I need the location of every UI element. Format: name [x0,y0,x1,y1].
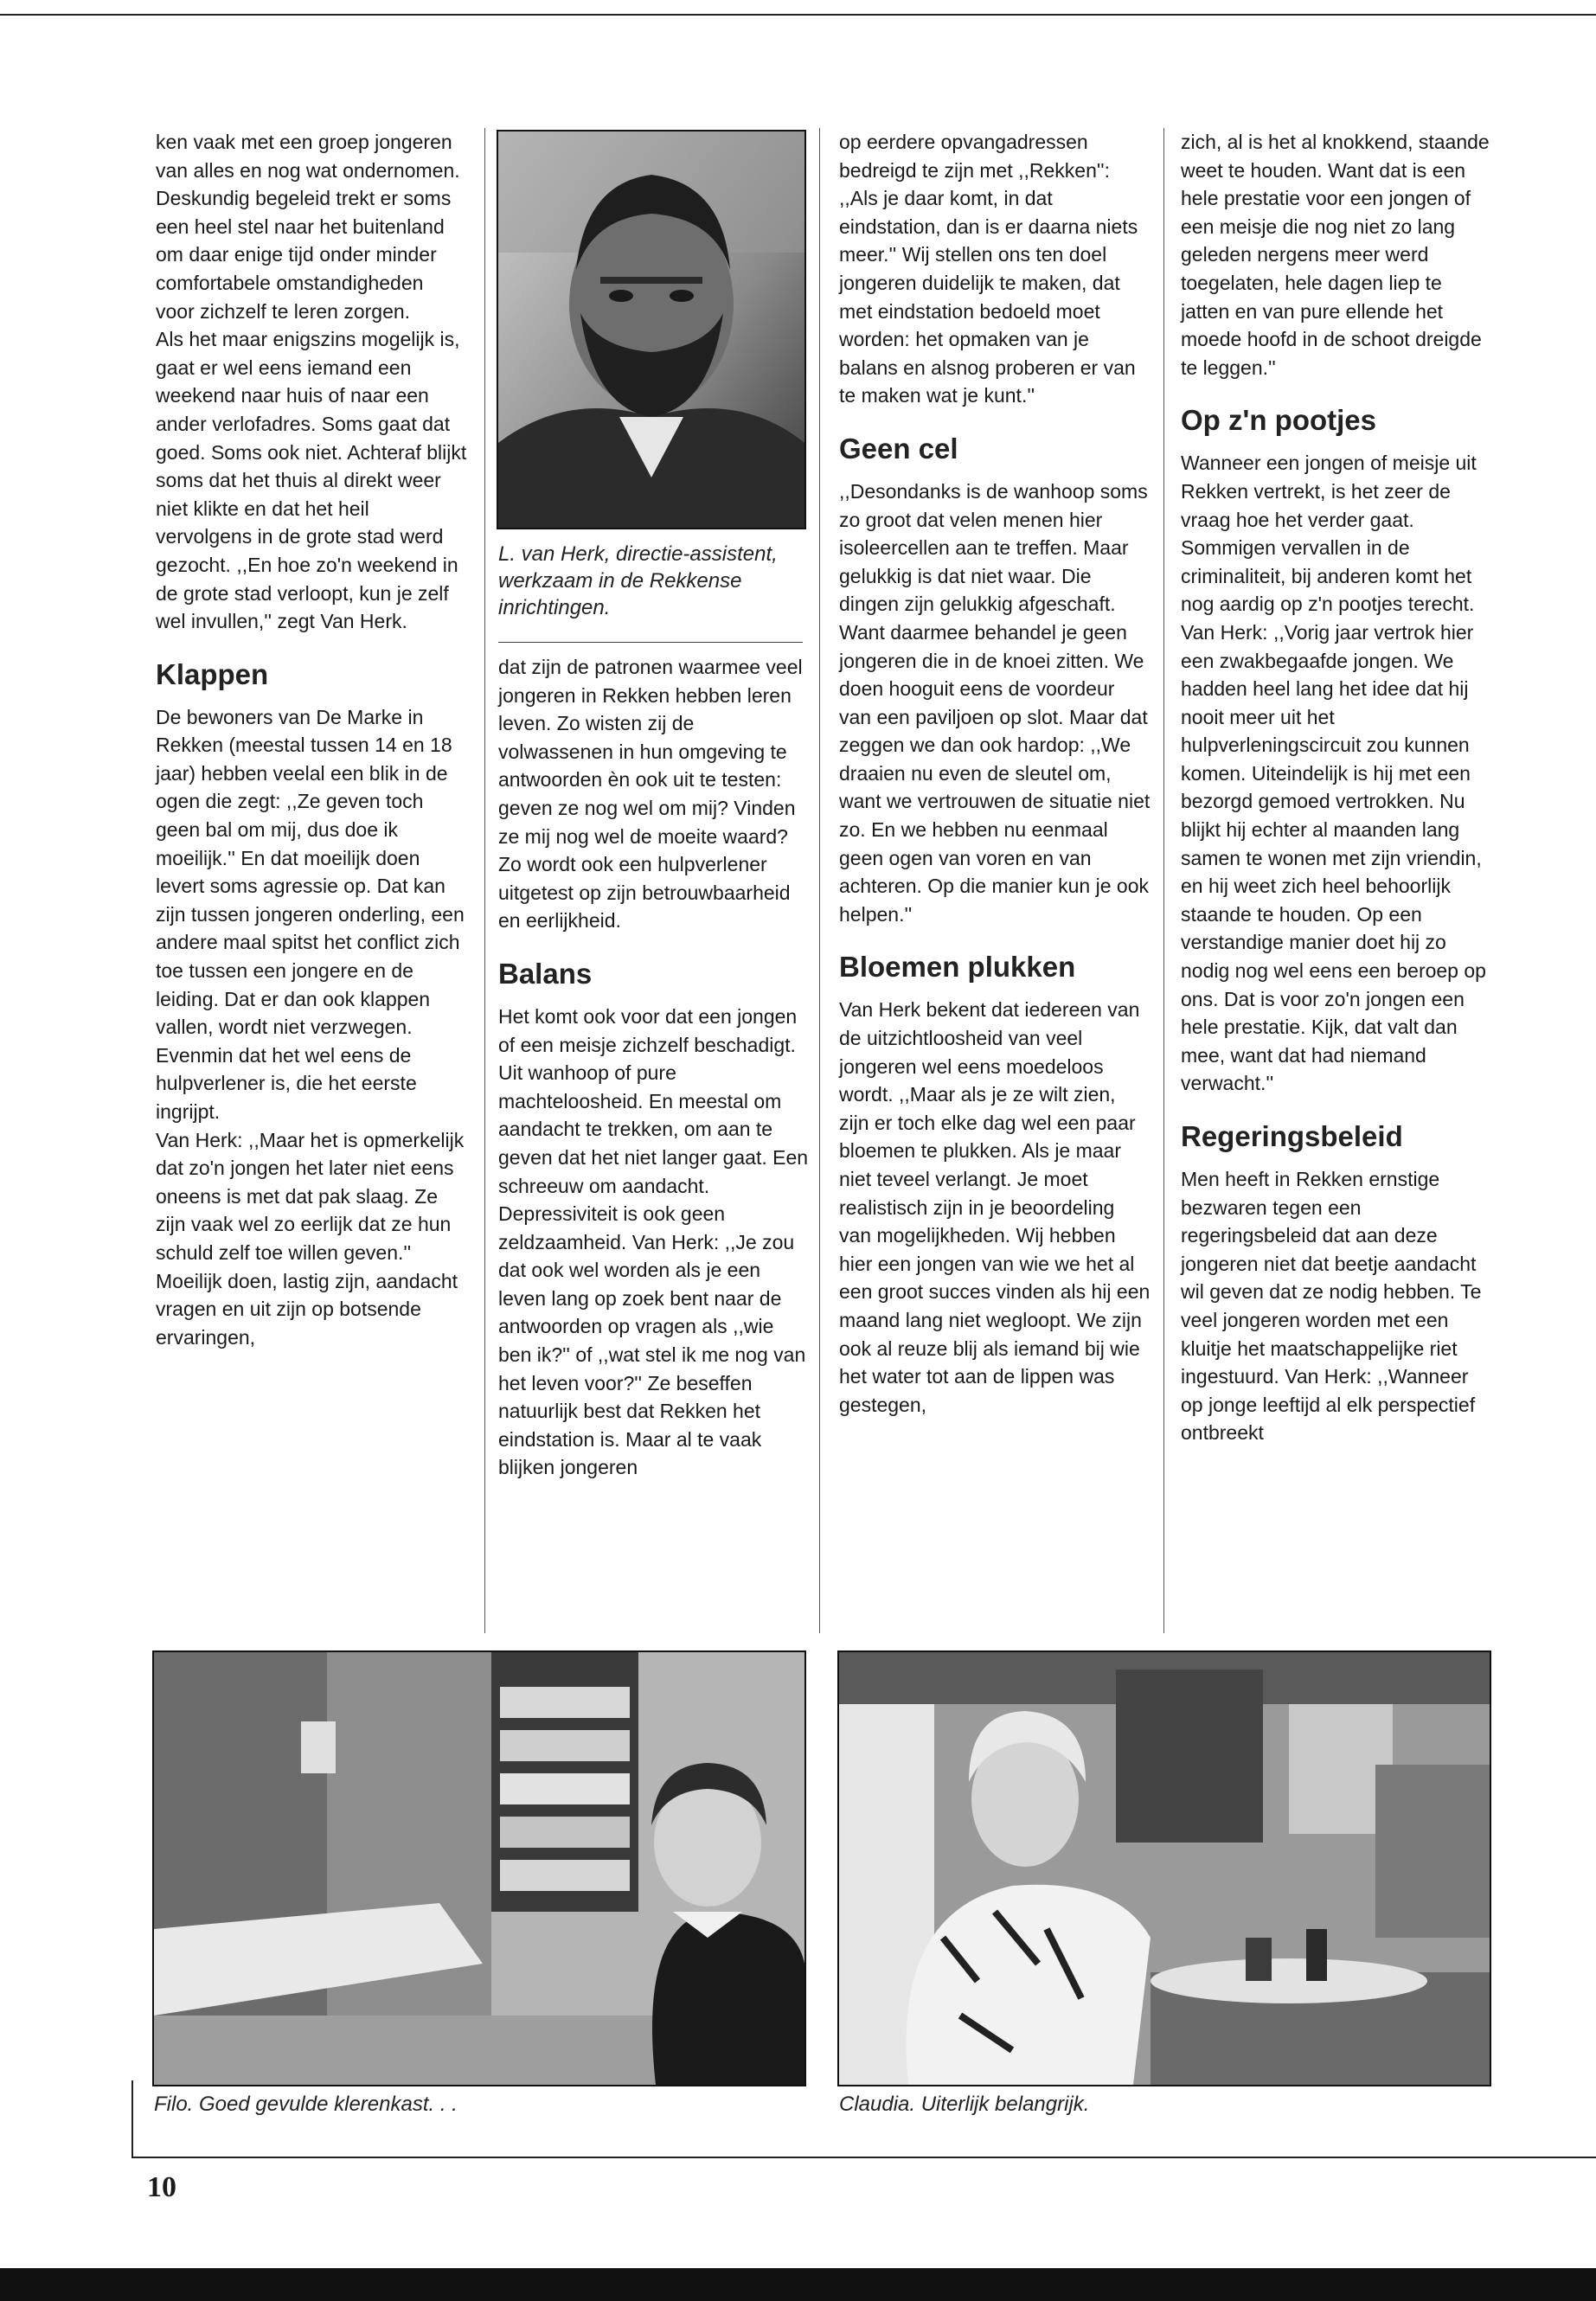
article-column-1 [156,128,467,1351]
paragraph: zich, al is het al knokkend, staande weet te houden. Want dat is een hele prestatie voor een jongen of een meisje die nog niet zo lang geleden nergens meer werd toegelaten, hele dagen liep te jatten en van pure ellende het moede hoofd in de schoot dreigde te leggen.'' [1181,131,1490,379]
column-divider-3 [1163,128,1164,1633]
filo-caption: Filo. Goed gevulde klerenkast. . . [154,2093,458,2116]
paragraph: ken vaak met een groep jongeren van alles en nog wat ondernomen. Deskundig begeleid trekt er soms een heel stel naar het buitenland om daar enige tijd onder minder comfortabele omstandigheden voor zichzelf te leren zorgen. [156,131,460,323]
subheading-klappen: Klappen [156,657,269,690]
claudia-illustration [839,1652,1490,2085]
paragraph: dat zijn de patronen waarmee veel jongeren in Rekken hebben leren leven. Zo wisten zij de volwassenen in hun omgeving te antwoorden èn ook uit te testen: geven ze nog wel om mij? Vinden ze mij nog wel de moeite waard? Zo wordt ook een hulpverlener uitgetest op zijn betrouwbaarheid en eerlijkheid. [498,656,803,933]
column-divider-2 [819,128,820,1633]
photo-filo [152,1650,806,2086]
paragraph: op eerdere opvangadressen bedreigd te zijn met ,,Rekken'': ,,Als je daar komt, in dat eindstation, dan is er daarna niets meer.'' Wij stellen ons ten doel jongeren duidelijk te maken, dat met eindstation bedoeld moet worden: het opmaken van je balans en alsnog proberen er van te maken wat je kunt.'' [839,131,1138,407]
article-column-3 [839,128,1151,1419]
subheading-op-zn-pootjes: Op z'n pootjes [1181,404,1377,437]
page-number: 10 [147,2171,176,2203]
portrait-illustration [498,131,804,528]
paragraph: Moeilijk doen, lastig zijn, aandacht vragen en uit zijn op botsende ervaringen, [156,1269,458,1349]
paragraph: Depressiviteit is ook geen zeldzaamheid. Van Herk: ,,Je zou dat ook wel worden als je een leven lang op zoek bent naar de antwoorden op vragen als ,,wie ben ik?'' of ,,wat stel ik me nog van het leven voor?'' Ze beseffen natuurlijk best dat Rekken het eindstation is. Maar al te vaak blijken jongeren [498,1202,806,1479]
paragraph: Men heeft in Rekken ernstige bezwaren tegen een regeringsbeleid dat aan deze jongeren niet dat beetje aandacht wil geven dat ze nodig hebben. Te veel jongeren worden met een kluitje het maatschappelijke riet ingestuurd. Van Herk: ,,Wanneer op jonge leeftijd al elk perspectief ontbreekt [1181,1168,1482,1445]
left-frame-rule [131,2080,133,2158]
claudia-caption: Claudia. Uiterlijk belangrijk. [839,2093,1090,2116]
paragraph: De bewoners van De Marke in Rekken (meestal tussen 14 en 18 jaar) hebben veelal een blik in de ogen die zegt: ,,Ze geven toch geen bal om mij, dus doe ik moeilijk.'' En dat moeilijk doen levert soms agressie op. Dat kan zijn tussen jongeren onderling, een andere maal spitst het conflict zich toe tussen een jongere en de leiding. Dat er dan ook klappen vallen, wordt niet verzwegen. Evenmin dat het wel eens de hulpverlener is, die het eerste ingrijpt. [156,705,465,1123]
photo-claudia [837,1650,1491,2086]
caption-rule [498,642,803,643]
filo-illustration [154,1652,804,2085]
page-bottom-band [0,2268,1596,2301]
paragraph: Het komt ook voor dat een jongen of een meisje zichzelf beschadigt. Uit wanhoop of pure machteloosheid. En meestal om aandacht te trekken, om aan te geven dat het niet langer gaat. Een schreeuw om aandacht. [498,1004,809,1197]
paragraph: Van Herk: ,,Maar het is opmerkelijk dat zo'n jongen het later niet eens oneens is met dat pak slaag. Ze zijn vaak wel zo eerlijk dat ze hun schuld zelf toe willen geven.'' [156,1128,465,1264]
paragraph: Wanneer een jongen of meisje uit Rekken vertrekt, is het zeer de vraag hoe het verder gaat. Sommigen vervallen in de criminaliteit, bij anderen komt het nog aardig op z'n pootjes terecht. Van Herk: ,,Vorig jaar vertrok hier een zwakbegaafde jongen. We hadden heel lang het idee dat hij nooit meer uit het hulpverleningscircuit zou kunnen komen. Uiteindelijk is hij met een bezorgd gemoed vertrokken. Nu blijkt hij echter al maanden lang samen te wonen met zijn vriendin, en hij weet zich heel behoorlijk staande te houden. Op een verstandige manier doet hij zo nodig nog wel eens een beroep op ons. Dat is voor zo'n jongen een hele prestatie. Kijk, dat valt dan mee, want dat had niemand verwacht.'' [1181,452,1486,1095]
portrait-caption: L. van Herk, directie-assistent, werkzaam in de Rekkense inrichtingen. [498,542,778,619]
subheading-balans: Balans [498,957,593,990]
top-rule [0,14,1596,16]
bottom-frame-rule [131,2157,1596,2158]
article-column-4 [1181,128,1492,1447]
subheading-geen-cel: Geen cel [839,432,958,465]
article-column-2 [498,653,810,1482]
paragraph: Als het maar enigszins mogelijk is, gaat er wel eens iemand een weekend naar huis of naar een ander verlofadres. Soms gaat dat goed. Soms ook niet. Achteraf blijkt soms dat het thuis al direkt weer niet klikte en dat het heil vervolgens in de grote stad werd gezocht. ,,En hoe zo'n weekend in de grote stad verloopt, kun je zelf wel invullen,'' zegt Van Herk. [156,328,467,633]
column-divider-1 [484,128,485,1633]
paragraph: ,,Desondanks is de wanhoop soms zo groot dat velen menen hier isoleercellen aan te treffen. Maar gelukkig is dat niet waar. Die dingen zijn gelukkig afgeschaft. Want daarmee behandel je geen jongeren die in de knoei zitten. We doen hooguit eens de voordeur van een paviljoen op slot. Maar dat zeggen we dan ook hardop: ,,We draaien nu even de sleutel om, want we vertrouwen de situatie niet zo. En we hebben nu eenmaal geen ogen van voren en van achteren. Op die manier kun je ook helpen.'' [839,479,1151,926]
portrait-photo-van-herk [497,130,806,529]
paragraph: Van Herk bekent dat iedereen van de uitzichtloosheid van veel jongeren wel eens moedeloos wordt. ,,Maar als je ze wilt zien, zijn er toch elke dag wel een paar bloemen te plukken. Als je maar niet teveel verlangt. Je moet realistisch zijn in je beoordeling van mogelijkheden. Wij hebben hier een jongen van wie we het al een groot succes vinden als hij een maand lang niet wegloopt. We zijn ook al reuze blij als iemand bij wie het water tot aan de lippen was gestegen, [839,998,1151,1416]
subheading-bloemen-plukken: Bloemen plukken [839,951,1076,984]
subheading-regeringsbeleid: Regeringsbeleid [1181,1120,1403,1152]
